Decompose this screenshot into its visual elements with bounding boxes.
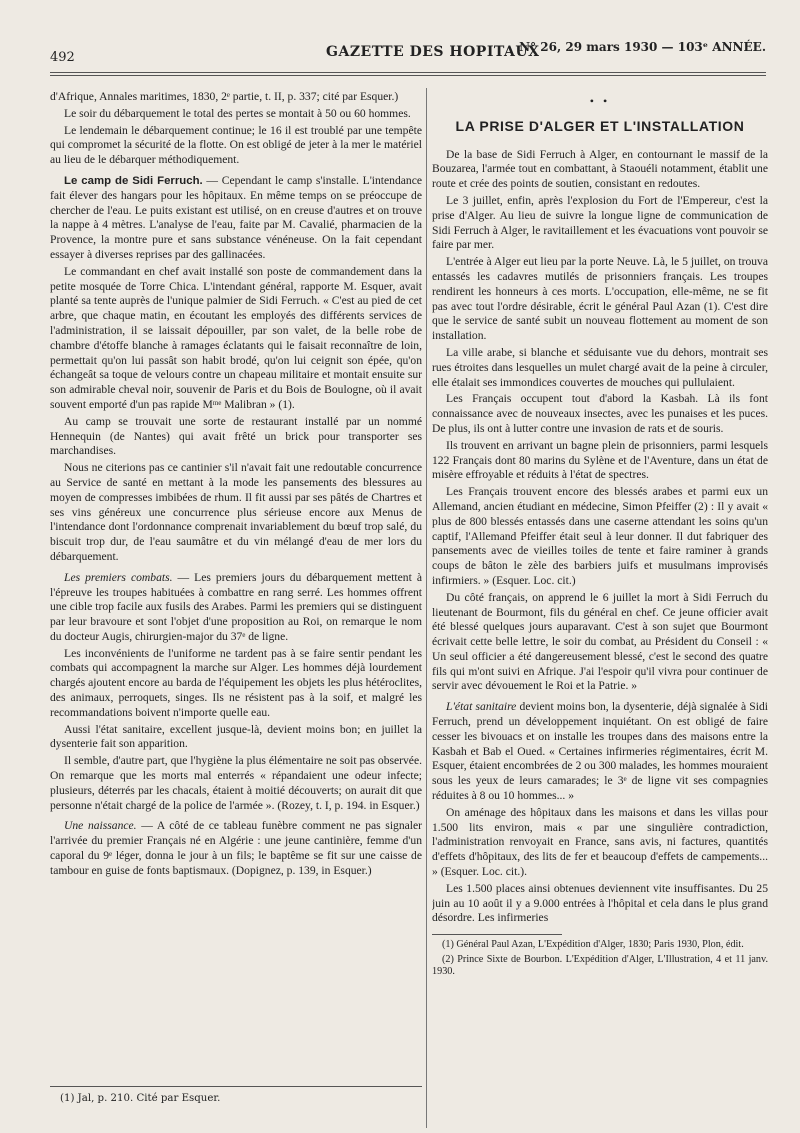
paragraph-text: Les inconvénients de l'uniforme ne tardent pas à se faire sentir pendant les combats qui accompagnent la marche sur Alger. Les hommes déjà lourdement chargés ajoutent encore au barda de l'équipement les objets les plus hétéroclites, des animaux, perroquets, singes. Ils ne résistent pas à la soif, et malgré les recommandations boivent n'importe quelle eau.	[50, 646, 422, 719]
column-divider	[426, 88, 427, 1128]
issue-line: N° 26, 29 mars 1930 — 103ᵉ ANNÉE.	[519, 40, 766, 54]
article-title: LA PRISE D'ALGER ET L'INSTALLATION	[455, 117, 745, 134]
footnote: (1) Général Paul Azan, L'Expédition d'Alger, 1830; Paris 1930, Plon, édit.	[442, 939, 744, 951]
section-subtitle: Une naissance.	[64, 819, 137, 833]
page-number: 492	[50, 50, 75, 65]
section-subtitle: Le camp de Sidi Ferruch.	[64, 174, 203, 187]
footnote: (1) Jal, p. 210. Cité par Esquer.	[60, 1093, 221, 1104]
paragraph-text: d'Afrique, Annales maritimes, 1830, 2ᵉ partie, t. II, p. 337; cité par Esquer.)	[50, 90, 399, 103]
paragraph-text: Les Français trouvent encore des blessés arabes et parmi eux un Allemand, ancien étudiant en médecine, Simon Pfeiffer (2) : Il y avait « plus de 800 blessés entassés dans une caserne attendant les soins qu'un captif, l'Allemand Pfeiffer était seul à leur donner. Il dut fabriquer des pansements avec de vieilles toiles de tente et faire raminer à grands coups de bâton le zèle des barbiers juifs et musulmans improvisés infirmiers. » (Esquer. Loc. cit.)	[432, 485, 768, 587]
paragraph-text: Aussi l'état sanitaire, excellent jusque-là, devient moins bon; en juillet la dysenterie fait son apparition.	[50, 722, 422, 751]
paragraph-text: Ils trouvent en arrivant un bagne plein de prisonniers, parmi lesquels 122 Français dont 80 marins du Sylène et de l'Aventure, dans un état de misère effroyable et réduits à l'état de spectres.	[432, 438, 768, 482]
paragraph	[432, 392, 768, 436]
paragraph	[432, 255, 768, 344]
paragraph	[50, 415, 422, 459]
paragraph	[432, 485, 768, 589]
paragraph	[432, 148, 768, 192]
section-subtitle: Les premiers combats.	[64, 570, 173, 584]
paragraph	[432, 882, 768, 926]
paragraph	[432, 806, 768, 880]
paragraph-text: On aménage des hôpitaux dans les maisons et dans les villas pour 1.500 lits environ, mais « par une singulière contradiction, l'administration renvoyait en France, sans avis, ni factures, quantités d'effets d'hôpitaux, des lits de fer et beaucoup d'effets de campements... » (Esquer. Loc. cit.).	[432, 805, 768, 879]
paragraph	[50, 174, 422, 263]
footnote-rule	[432, 934, 562, 935]
paragraph	[50, 571, 422, 645]
article-body	[432, 148, 768, 927]
paragraph-text: Il semble, d'autre part, que l'hygiène la plus élémentaire ne soit pas observée. On remarque que les morts mal enterrés « répandaient une odeur infecte; plusieurs, déterrés par les chacals, étaient à moitié découverts; on aurait dit que personne n'était chargé de la police de l'armée ». (Rozey, t. I, p. 194. in Esquer.)	[50, 754, 422, 812]
paragraph-text: Le soir du débarquement le total des pertes se montait à 50 ou 60 hommes.	[64, 106, 411, 120]
journal-title: GAZETTE DES HOPITAUX	[326, 44, 540, 60]
paragraph-text: Nous ne citerions pas ce cantinier s'il n'avait fait une redoutable concurrence au Service de santé en mettant à la mode les pansements des blessures au moyen de compresses imbibées de rhum. Il fit aussi par ses pâtés de Chartres et ses vins généreux une concurrence plus sérieuse encore aux Menus de l'intendance dont l'ordonnance comprenait invariablement du bœuf trop salé, du biscuit trop dur, de l'eau saumâtre et du vin mélangé d'eau de mer lors du débarquement.	[50, 461, 422, 563]
paragraph-text: Au camp se trouvait une sorte de restaurant installé par un nommé Hennequin (de Nantes) qui avait frêté un brick pour transporter ses marchandises.	[50, 414, 422, 458]
paragraph-text: Le lendemain le débarquement continue; le 16 il est troublé par une tempête qui compromet la sécurité de la flotte. On est obligé de jeter à la mer le matériel au lieu de le débarquer méthodiquement.	[50, 123, 422, 167]
paragraph-text: — Les premiers jours du débarquement mettent à l'épreuve les troupes habituées à combattre en rang serré. Les hommes offrent une cible trop facile aux fusils des Arabes. Parmi les premiers qui se distinguent par leur bravoure et sont l'objet d'une proposition au Roi, on remarque le nom du docteur Augis, chirurgien-major du 37ᵉ de ligne.	[50, 570, 422, 643]
paragraph	[50, 723, 422, 753]
paragraph	[432, 700, 768, 804]
paragraph-text: Les 1.500 places ainsi obtenues deviennent vite insuffisantes. Du 25 juin au 10 août il y a 9.000 entrées à l'hôpital et cela dans le plus grand désordre. Les infirmeries	[432, 881, 768, 925]
left-column	[50, 90, 422, 1125]
right-footnotes	[432, 939, 768, 979]
paragraph-text: La ville arabe, si blanche et séduisante vue du dehors, montrait ses rues étroites dans lesquelles un mulet chargé avait de la peine à circuler, elle étalait ses immondices couvertes de mouches qui pullulaient.	[432, 345, 768, 389]
paragraph-text: Le 3 juillet, enfin, après l'explosion du Fort de l'Empereur, c'est la prise d'Alger. Au lieu de suivre la longue ligne de communication de Sidi Ferruch à Alger, le ravitaillement et les évacuations vont pouvoir se faire par mer.	[432, 193, 768, 252]
paragraph	[50, 819, 422, 878]
paragraph	[432, 439, 768, 483]
paragraph-text: Le commandant en chef avait installé son poste de commandement dans la petite mosquée de Torre Chica. L'intendant général, rapporte M. Esquer, avait planté sa tente auprès de l'unique palmier de Sidi Ferruch. « C'est au pied de cet arbre, que chaque matin, en écoutant les employés des différents services de l'administration, il se laissait dépouiller, par son valet, de la belle robe de chambre d'étoffe blanche à ramages éclatants qui le faisait reconnaître de loin, permettait qu'on lui passât son habit brodé, qu'on lui ceignit son épée, qu'on échangeât sa toque de velours contre un chapeau militaire et montait ensuite sur son admirable cheval noir, souvenir de Paris et du Bois de Boulogne, où il avait souvent emporté d'un pas rapide Mᵐᵉ Malibran » (1).	[50, 264, 422, 411]
paragraph	[50, 107, 422, 122]
paragraph	[50, 754, 422, 813]
paragraph	[432, 194, 768, 253]
paragraph-text: Les Français occupent tout d'abord la Kasbah. Là ils font connaissance avec de nouveaux insectes, avec les punaises et les puces. De plus, ils ont à lutter contre une invasion de rats et de souris.	[432, 392, 768, 435]
paragraph-text: De la base de Sidi Ferruch à Alger, en contournant le massif de la Bouzarea, l'armée tout en combattant, à Staouéli notamment, établit une route et crée des points de soutien, consistant en redoutes.	[432, 147, 768, 191]
paragraph	[50, 90, 422, 105]
footnote-rule	[50, 1086, 422, 1087]
paragraph-text: — A côté de ce tableau funèbre comment ne pas signaler l'arrivée du premier Français né en Algérie : une jeune cantinière, femme d'un caporal du 9ᵉ léger, donna le jour à un fils; le baptême se fit sur une caisse de tambour en guise de fonts baptismaux. (Dopignez, p. 139, in Esquer.)	[50, 819, 422, 877]
header-rule	[50, 72, 766, 73]
paragraph	[432, 591, 768, 695]
section-subtitle: L'état sanitaire	[446, 700, 517, 714]
paragraph	[50, 461, 422, 565]
paragraph-text: devient moins bon, la dysenterie, déjà signalée à Sidi Ferruch, prend un développement inquiétant. On est obligé de faire cesser les bivouacs et on installe les troupes dans des maisons entre la Kasbah et Bab el Oued. « Certaines infirmeries régimentaires, écrit M. Esquer, étaient encombrées de 2 ou 300 malades, les hommes mouraient sous les yeux de leurs camarades; le 3ᵉ de ligne vit ses compagnies réduites à 8 ou 10 hommes... »	[432, 700, 768, 803]
page-header	[50, 38, 766, 72]
right-column	[432, 90, 768, 1125]
paragraph-text: — Cependant le camp s'installe. L'intendance fait élever des hangars pour les hôpitaux. En même temps on se préoccupe de chercher de l'eau. Le puits existant est utilisé, on en creuse d'autres et on trouve la nappe à 4 mètres. L'analyse de l'eau, faite par M. Cavalié, pharmacien de la Provence, la montre pure et sans substance vénéneuse. On la fait cependant essayer à diverses reprises par des gallinacées.	[50, 173, 422, 261]
left-footnotes	[50, 1086, 422, 1106]
header-rule-2	[50, 75, 766, 76]
footnote: (2) Prince Sixte de Bourbon. L'Expédition d'Alger, L'Illustration, 4 et 11 janv. 1930.	[432, 953, 768, 978]
paragraph	[50, 647, 422, 721]
paragraph	[50, 124, 422, 168]
paragraph	[432, 346, 768, 390]
paragraph-text: L'entrée à Alger eut lieu par la porte Neuve. Là, le 5 juillet, on trouva entassés les cadavres mutilés de prisonniers français. Les troupes rendirent les honneurs à ces morts. L'occupation, elle-même, ne se fit pas avec tout l'ordre désirable, écrit le général Paul Azan (1). C'est dire que le service de santé subit un nouveau flottement au moment de son installation.	[432, 255, 768, 343]
section-ornament: • •	[589, 94, 611, 108]
paragraph	[50, 265, 422, 413]
paragraph-text: Du côté français, on apprend le 6 juillet la mort à Sidi Ferruch du lieutenant de Bourmont, fils du général en chef. Ce jeune officier avait été blessé quelques jours auparavant. C'est à son sujet que Bourmont écrivait cette belle lettre, le soir du combat, au Président du Conseil : « Un seul officier a été dangereusement blessé, c'est le second des quatre fils qui m'ont suivi en Afrique. J'ai l'espoir qu'il vivra pour continuer de servir avec dévouement le Roi et la Patrie. »	[432, 590, 768, 693]
